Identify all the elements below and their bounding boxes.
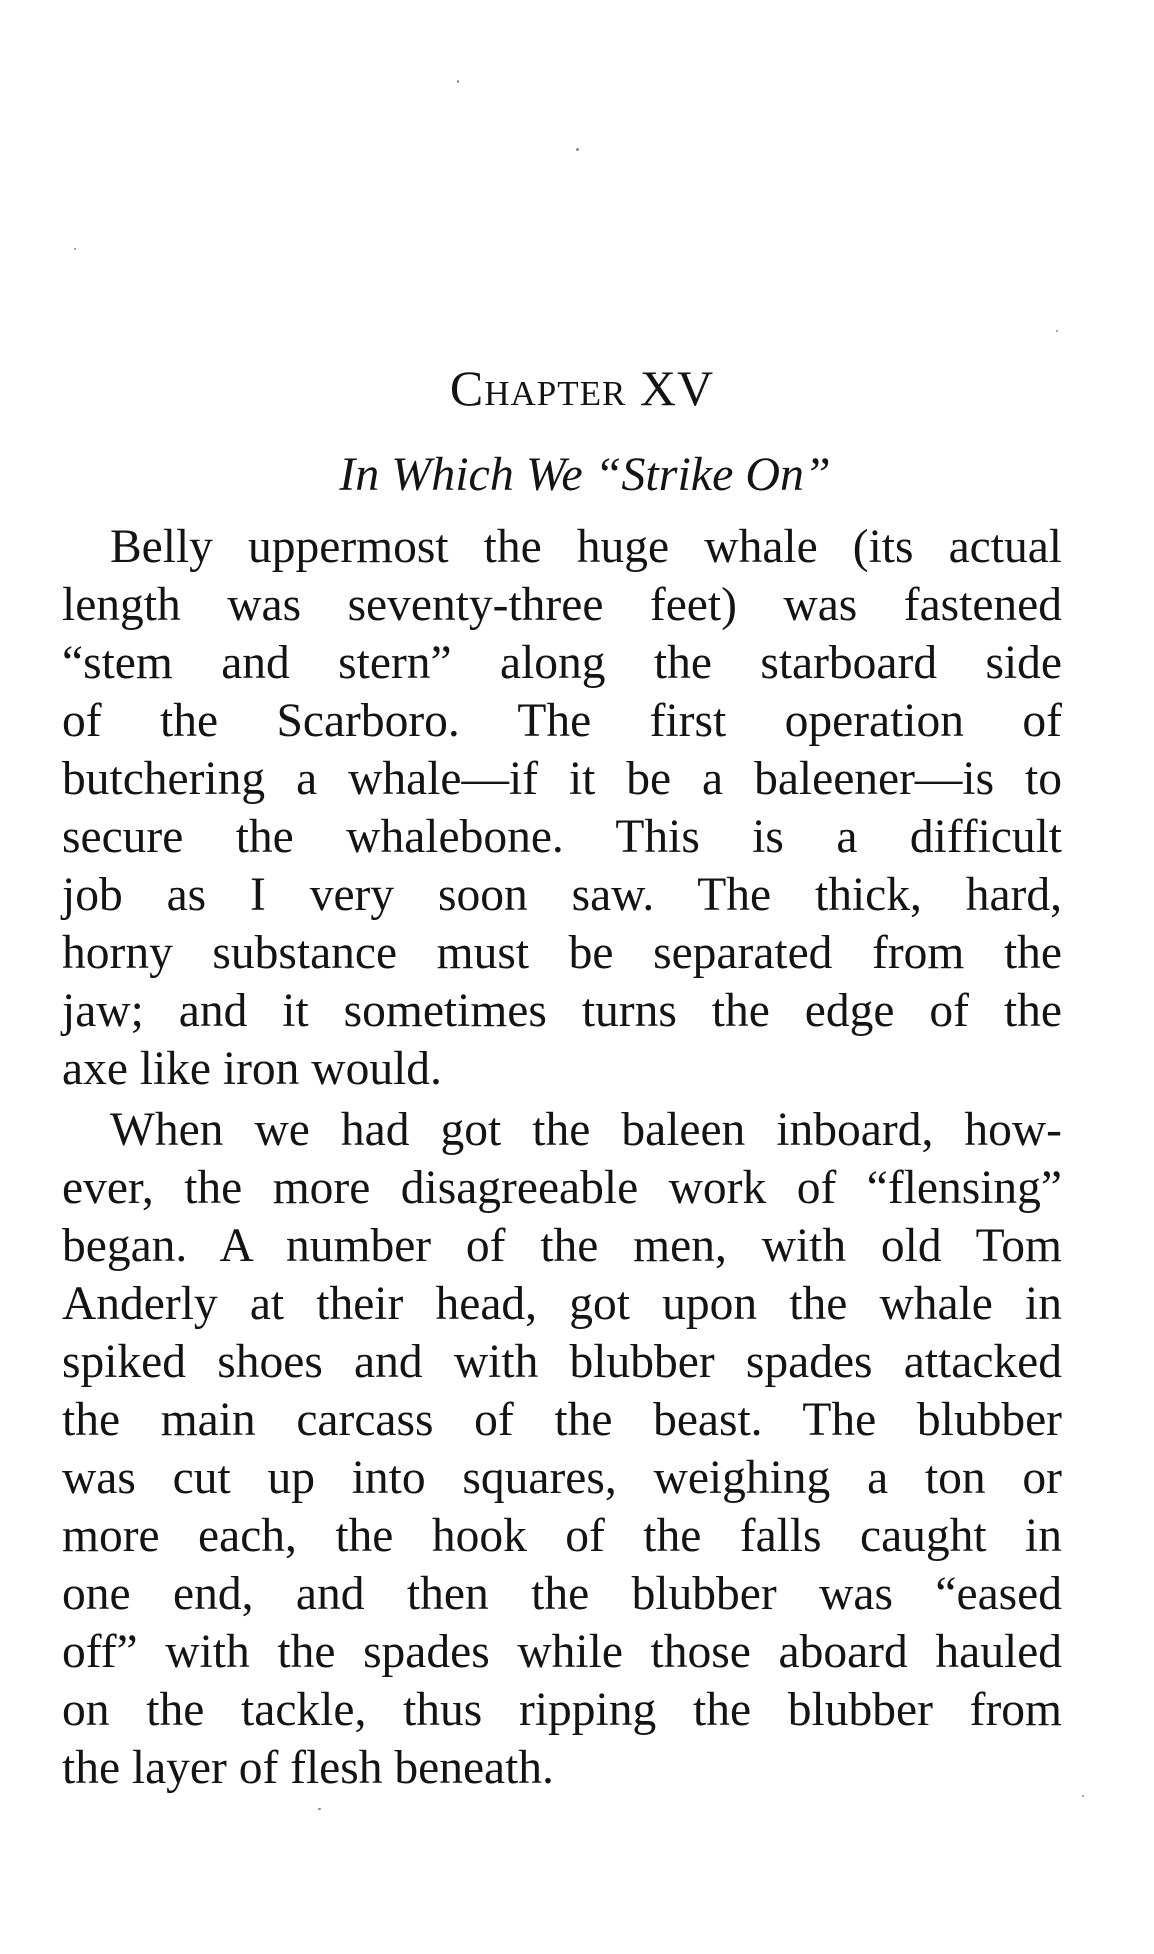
text-line: was cut up into squares, weighing a ton or <box>62 1452 1062 1504</box>
text-line: one end, and then the blubber was “eased <box>62 1568 1062 1620</box>
text-line: of the Scarboro. The first operation of <box>62 695 1062 747</box>
paper-speck <box>1056 330 1058 332</box>
text-line: job as I very soon saw. The thick, hard, <box>62 869 1062 921</box>
text-line: “stem and stern” along the starboard side <box>62 637 1062 689</box>
paper-speck <box>1082 1795 1084 1797</box>
chapter-title: In Which We “Strike On” <box>339 448 831 501</box>
text-line: more each, the hook of the falls caught in <box>62 1510 1062 1562</box>
paper-speck <box>576 148 579 151</box>
text-line: the main carcass of the beast. The blubber <box>62 1394 1062 1446</box>
paper-speck <box>318 1808 321 1810</box>
chapter-body <box>62 518 1062 1797</box>
text-line: horny substance must be separated from the <box>62 927 1062 979</box>
chapter-heading: Chapter XV <box>449 360 715 416</box>
text-line: spiked shoes and with blubber spades attacked <box>62 1336 1062 1388</box>
paper-speck <box>74 248 76 250</box>
text-line: ever, the more disagreeable work of “flensing” <box>62 1162 1062 1214</box>
text-line: axe like iron would. <box>62 1043 442 1095</box>
text-line: Belly uppermost the huge whale (its actual <box>110 521 1062 573</box>
paragraph-1 <box>62 518 1062 1098</box>
paragraph-2 <box>62 1101 1062 1797</box>
text-line: on the tackle, thus ripping the blubber from <box>62 1684 1062 1736</box>
text-line: began. A number of the men, with old Tom <box>62 1220 1062 1272</box>
text-line: Anderly at their head, got upon the whale in <box>62 1278 1062 1330</box>
text-line: secure the whalebone. This is a difficult <box>62 811 1062 863</box>
text-line: When we had got the baleen inboard, how- <box>110 1104 1062 1156</box>
text-line: jaw; and it sometimes turns the edge of the <box>62 985 1062 1037</box>
text-line: butchering a whale—if it be a baleener—is to <box>62 753 1062 805</box>
text-line: the layer of flesh beneath. <box>62 1742 554 1794</box>
paper-speck <box>457 80 459 83</box>
text-line: length was seventy-three feet) was fastened <box>62 579 1062 631</box>
text-line: off” with the spades while those aboard hauled <box>62 1626 1062 1678</box>
